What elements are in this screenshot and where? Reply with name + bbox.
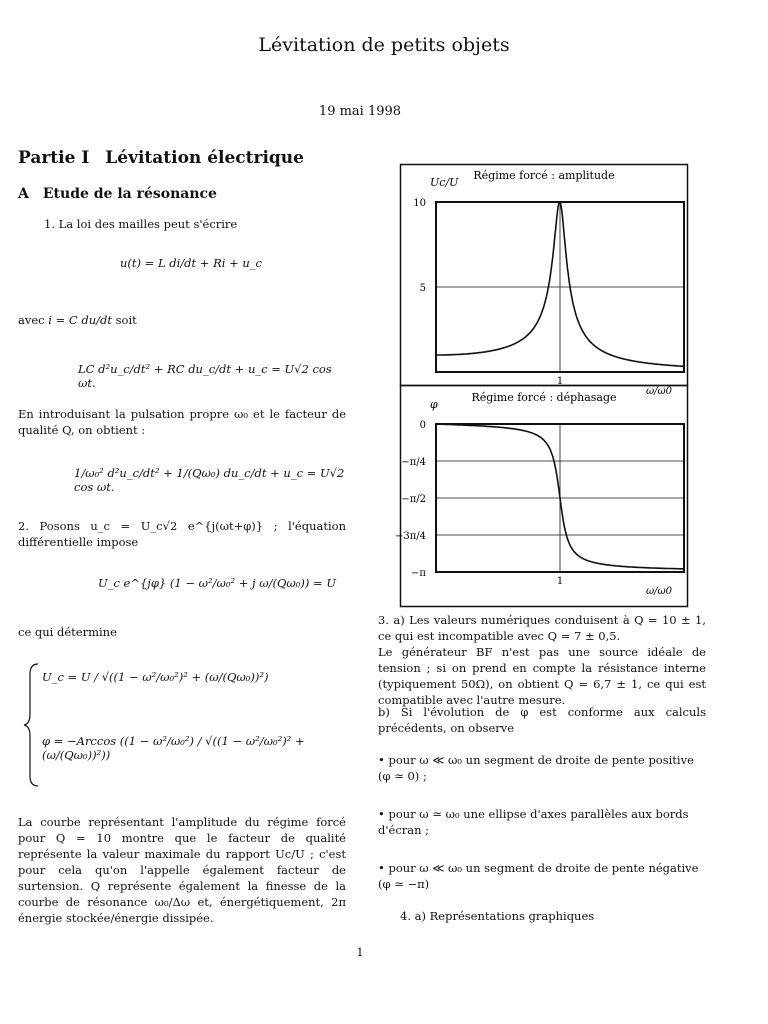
list-item-text: pour ω ≪ ω₀ un segment de droite de pente positive (φ ≃ 0) ; — [378, 753, 694, 783]
list-item — [378, 860, 706, 892]
inline-math: i = C du/dt — [48, 313, 112, 327]
page-title: Lévitation de petits objets — [258, 34, 510, 56]
equation-3 — [74, 466, 354, 494]
paragraph-9: b) Si l'évolution de φ est conforme aux calculs précédents, on observe — [378, 705, 706, 735]
charts-frame — [394, 164, 688, 608]
chart-phase-frame — [401, 386, 688, 607]
section-heading — [18, 186, 217, 202]
y-tick-label: 0 — [419, 420, 426, 431]
chart-phase — [395, 391, 684, 597]
part-heading — [18, 148, 304, 168]
y-tick-label: −3π/4 — [394, 531, 426, 542]
page-number: 1 — [356, 946, 364, 959]
y-tick-label: −π/4 — [401, 457, 426, 468]
equation-text: U_c e^{jφ} (1 − ω²/ω₀² + j ω/(Qω₀)) = U — [98, 576, 337, 590]
paragraph-4: 2. Posons u_c = U_c√2 e^{j(ωt+φ)} ; l'équation différentielle impose — [18, 519, 346, 549]
bullet-icon: • — [378, 861, 385, 875]
paragraph-10: 4. a) Représentations graphiques — [400, 909, 595, 923]
paragraph-5: ce qui détermine — [18, 625, 117, 639]
part-number: Partie I — [18, 148, 90, 168]
list-item — [378, 752, 706, 784]
equation-4 — [98, 576, 348, 590]
y-tick-label: −π — [411, 568, 426, 579]
bullet-icon: • — [378, 807, 385, 821]
paragraph-2 — [18, 312, 348, 328]
y-tick-label: −π/2 — [401, 494, 426, 505]
equation-uc: U_c = U / √((1 − ω²/ω₀²)² + (ω/(Qω₀))²) — [42, 670, 269, 684]
paragraph-1: 1. La loi des mailles peut s'écrire — [44, 217, 238, 231]
chart-title: Régime forcé : déphasage — [471, 391, 617, 404]
paragraph-6: La courbe représentant l'amplitude du régime forcé pour Q = 10 montre que le facteur de qualité représente la valeur maximale du rapport Uc/U ; c'est pour cela qu'on l'appelle également facteur de surtension. Q représente également la finesse de la courbe de résonance ω₀/Δω et, énergétiquement, 2π énergie stockée/énergie dissipée. — [18, 815, 346, 925]
chart-title: Régime forcé : amplitude — [473, 169, 615, 182]
x-tick-label: 1 — [556, 576, 564, 587]
list-item — [378, 806, 706, 838]
paragraph-8: Le générateur BF n'est pas une source idéale de tension ; si on prend en compte la résistance interne (typiquement 50Ω), on obtient Q = 6,7 ± 1, ce qui est compatible avec l'autre mesure. — [378, 645, 706, 707]
x-axis-label: ω/ω0 — [646, 386, 673, 397]
equation-text: u(t) = L di/dt + Ri + u_c — [120, 256, 262, 270]
chart-amplitude-frame — [401, 165, 688, 386]
text: avec — [18, 313, 45, 327]
bullet-icon: • — [378, 753, 385, 767]
chart-amplitude — [413, 169, 684, 397]
equation-text: LC d²u_c/dt² + RC du_c/dt + u_c = U√2 cos ωt. — [78, 362, 332, 390]
y-axis-label: φ — [430, 398, 438, 411]
y-tick-label: 10 — [413, 198, 426, 209]
section-name: Etude de la résonance — [42, 186, 217, 202]
x-axis-label: ω/ω0 — [646, 586, 673, 597]
list-item-text: pour ω ≃ ω₀ une ellipse d'axes parallèles aux bords d'écran ; — [378, 807, 689, 837]
equation-system — [24, 660, 344, 790]
equation-text: 1/ω₀² d²u_c/dt² + 1/(Qω₀) du_c/dt + u_c = U√2 cos ωt. — [74, 466, 345, 494]
equation-1 — [120, 256, 320, 270]
x-tick-label: 1 — [556, 376, 564, 387]
date: 19 mai 1998 — [318, 104, 402, 119]
equation-phi: φ = −Arccos ((1 − ω²/ω₀²) / √((1 − ω²/ω₀²)² + (ω/(Qω₀))²)) — [42, 734, 305, 762]
y-tick-label: 5 — [419, 283, 426, 294]
section-letter: A — [18, 186, 29, 202]
text: soit — [115, 313, 137, 327]
paragraph-3: En introduisant la pulsation propre ω₀ et le facteur de qualité Q, on obtient : — [18, 407, 346, 437]
part-name: Lévitation électrique — [105, 148, 304, 168]
paragraph-7: 3. a) Les valeurs numériques conduisent à Q = 10 ± 1, ce qui est incompatible avec Q = 7 ± 0,5. — [378, 613, 706, 643]
equation-2 — [78, 362, 348, 390]
y-axis-label: Uc/U — [430, 176, 459, 189]
list-item-text: pour ω ≪ ω₀ un segment de droite de pente négative (φ ≃ −π) — [378, 861, 699, 891]
